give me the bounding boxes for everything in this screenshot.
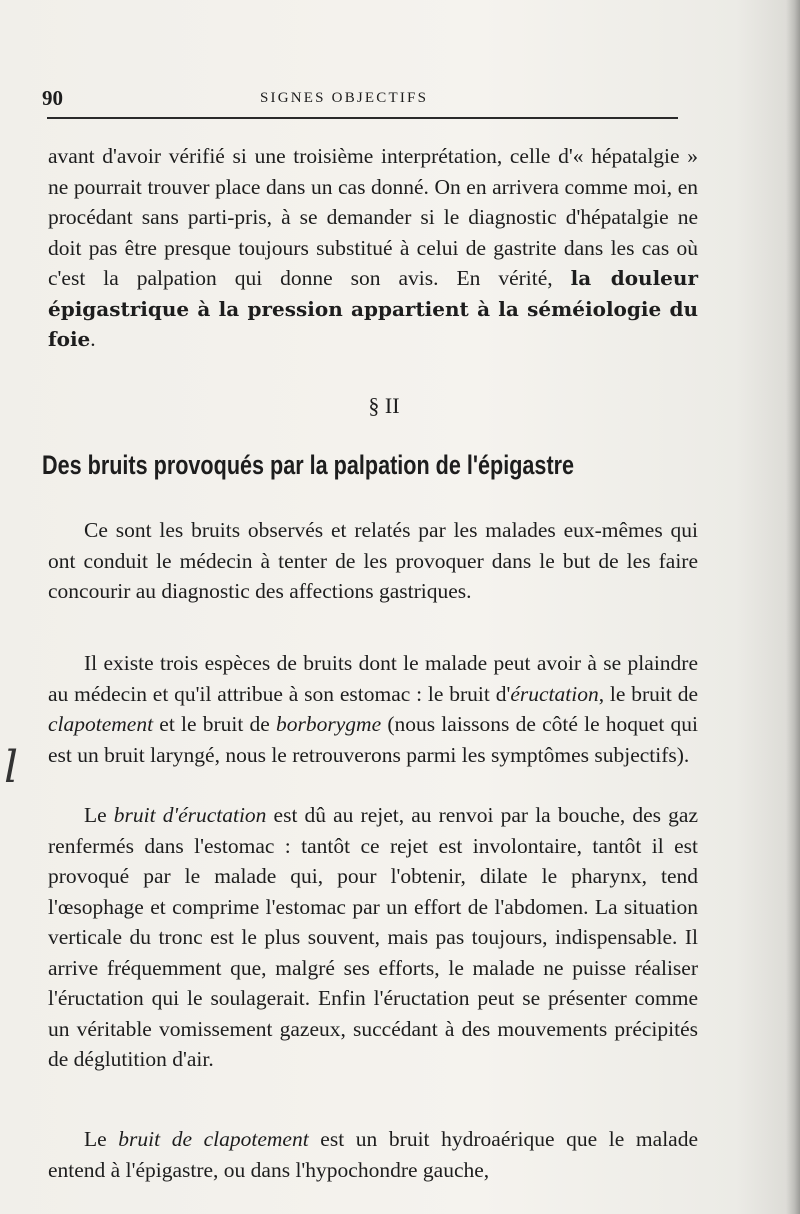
page-number: 90 [42, 86, 63, 110]
paragraph-4 [48, 800, 698, 1075]
page-edge-shadow [786, 0, 800, 1214]
paragraph-3-ital-a: éructation [510, 681, 599, 706]
section-label: § II [368, 393, 400, 418]
paragraph-3-ital-c: borborygme [276, 712, 382, 736]
paragraph-5-ital: bruit de clapotement [118, 1127, 309, 1151]
paragraph-3-text-d: (nous laissons de côté le hoquet qui est un bruit laryngé, nous le retrouverons parmi les symptômes subjectifs). [48, 712, 698, 767]
paragraph-1 [48, 141, 698, 355]
paragraph-3-ital-b: clapotement [48, 712, 154, 736]
paragraph-3-text-a: Il existe trois espèces de bruits dont le malade peut avoir à se plaindre au médecin et qu'il attribue à son estomac : le bruit d' [48, 651, 698, 706]
paragraph-2-text: Ce sont les bruits observés et relatés par les malades eux-mêmes qui ont conduit le médecin à tenter de les provoquer dans le but de les faire concourir au diagnostic des affections gastriques. [48, 518, 698, 603]
paragraph-3-text-b: , le bruit de [598, 681, 698, 706]
paragraph-1-bold: la douleur épigastrique à la pression appartient à la séméiologie du foie [48, 266, 698, 351]
section-number [0, 393, 800, 419]
paragraph-2 [48, 515, 698, 607]
paragraph-4-ital: bruit d'éructation [113, 803, 267, 827]
margin-handwritten-mark: l [4, 742, 19, 793]
section-heading: Des bruits provoqués par la palpation de l'épigastre [42, 450, 575, 480]
paragraph-5-text-b: est un bruit hydroaérique que le malade entend à l'épigastre, ou dans l'hypochondre gauche, [48, 1127, 699, 1182]
paragraph-4-text-a: Le [84, 803, 114, 827]
header-rule [47, 117, 678, 119]
paragraph-3-text-c: et le bruit de [153, 712, 277, 736]
page-header [42, 86, 680, 112]
running-title: SIGNES OBJECTIFS [260, 90, 429, 106]
paragraph-1-text-b: . [90, 327, 96, 351]
paragraph-3 [48, 648, 698, 770]
paragraph-5-text-a: Le [84, 1127, 119, 1151]
paragraph-5 [48, 1124, 698, 1185]
paragraph-4-text-b: est dû au rejet, au renvoi par la bouche, des gaz renfermés dans l'estomac : tantôt ce rejet est involontaire, tantôt il est provoqué par le malade qui, pour l'obtenir, dilate le pharynx, tend l'œsophage et comprime l'estomac par un effort de l'abdomen. La situation verticale du tronc est le plus souvent, mais pas toujours, indispensable. Il arrive fréquemment que, malgré ses efforts, le malade ne puisse réaliser l'éructation qui le soulagerait. Enfin l'éructation peut se présenter comme un véritable vomissement gazeux, succédant à des mouvements précipités de déglutition d'air. [48, 803, 698, 1071]
paragraph-1-text-a: avant d'avoir vérifié si une troisième interprétation, celle d'« hépatalgie » ne pourrait trouver place dans un cas donné. On en arrivera comme moi, en procédant sans parti-pris, à se demander si le diagnostic d'hépatalgie ne doit pas être presque toujours substitué à celui de gastrite dans les cas où c'est la palpation qui donne son avis. En vérité, [48, 144, 698, 290]
